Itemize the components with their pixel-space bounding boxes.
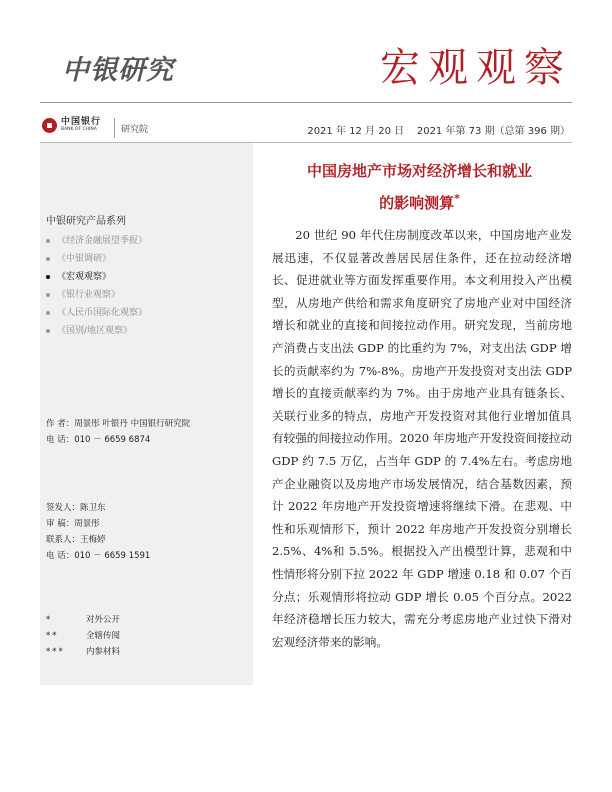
issue-date: 2021 年 12 月 20 日 <box>307 126 405 137</box>
series-item: 《人民币国际化观察》 <box>46 304 147 322</box>
masthead-title: 宏观观察 <box>380 45 572 91</box>
bank-name-en: BANK OF CHINA <box>61 127 97 133</box>
author-label: 作 者： <box>46 419 75 429</box>
bullet-icon <box>46 293 50 297</box>
contact-phone-value: 010 － 6659 1591 <box>74 551 151 561</box>
logo-separator <box>114 118 115 138</box>
reviewer-label: 审 稿： <box>46 519 75 529</box>
reviewer-value: 周景彤 <box>74 519 100 529</box>
bullet-icon <box>46 311 50 315</box>
author-phone-label: 电 话： <box>46 435 75 445</box>
series-item: 《国别/地区观察》 <box>46 322 147 340</box>
bullet-icon <box>46 275 50 279</box>
institute-name: 研究院 <box>121 125 149 135</box>
title-footnote-mark: * <box>454 192 460 205</box>
brand-logo-text: 中银研究 <box>62 55 174 86</box>
bullet-icon <box>46 257 50 261</box>
legend-label: 内参材料 <box>86 647 121 657</box>
signer-label: 签发人： <box>46 503 81 513</box>
legend-row <box>46 628 120 644</box>
issue-dateline <box>307 122 570 137</box>
author-value: 周景彤 叶银丹 中国银行研究院 <box>74 419 191 429</box>
header-divider <box>40 102 572 103</box>
contact-phone-label: 电 话： <box>46 551 75 561</box>
series-item: 《银行业观察》 <box>46 286 147 304</box>
legend-row <box>46 644 120 660</box>
bank-name-cn: 中国银行 <box>61 117 102 128</box>
legend-symbol: ** <box>46 631 59 641</box>
series-title: 中银研究产品系列 <box>46 216 126 227</box>
bank-of-china-icon <box>42 118 57 133</box>
distribution-legend <box>46 612 120 660</box>
series-list <box>46 232 147 340</box>
author-phone-value: 010 － 6659 6874 <box>74 435 151 445</box>
issue-number: 2021 年第 73 期（总第 396 期） <box>416 126 570 137</box>
signer-value: 陈卫东 <box>80 503 106 513</box>
series-item: 《经济金融展望季报》 <box>46 232 147 250</box>
series-item: 《中银调研》 <box>46 250 147 268</box>
abstract-paragraph: 20 世纪 90 年代住房制度改革以来，中国房地产业发展迅速，不仅显著改善居民居住条件，还在拉动经济增长、促进就业等方面发挥重要作用。本文利用投入产出模型，从房地产供给和需求角度研究了房地产业对中国经济增长和就业的直接和间接拉动作用。研究发现，当前房地产消费占支出法 GDP 的比重约为 7%，对支出法 GDP 增长的贡献率约为 7%-8%。房地产开发投资对支出法 GDP 增长的直接贡献率约为 7%。由于房地产业具有链条长、关联行业多的特点，房地产开发投资对其他行业增加值具有较强的间接拉动作用。2020 年房地产开发投资间接拉动 GDP 约 7.5 万亿，占当年 GDP 的 7.4%左右。考虑房地产企业融资以及房地产市场发展情况，结合基数因素，预计 2022 年房地产开发投资增速将继续下滑。在悲观、中性和乐观情形下，预计 2022 年房地产开发投资分别增长 2.5%、4%和 5.5%。根据投入产出模型计算，悲观和中性情形将分别下拉 2022 年 GDP 增速 0.18 和 0.07 个百分点；乐观情形将拉动 GDP 增长 0.05 个百分点。2022 年经济稳增长压力较大，需充分考虑房地产业过快下滑对宏观经济带来的影响。 <box>272 228 572 649</box>
legend-row <box>46 612 120 628</box>
contact-value: 王梅婷 <box>80 535 106 545</box>
legend-label: 全辖传阅 <box>86 631 121 641</box>
report-title-line1: 中国房地产市场对经济增长和就业 <box>306 162 532 180</box>
series-item-active: 《宏观观察》 <box>46 268 147 286</box>
bank-logo <box>42 118 101 133</box>
report-title-line2 <box>253 192 586 213</box>
report-title-line2-text: 的影响测算 <box>379 194 455 212</box>
bullet-icon <box>46 239 50 243</box>
legend-symbol: *** <box>46 647 65 657</box>
legend-symbol: * <box>46 615 53 625</box>
bullet-icon <box>46 329 50 333</box>
legend-label: 对外公开 <box>86 615 121 625</box>
signoff-block <box>46 500 150 564</box>
author-block <box>46 416 190 448</box>
contact-label: 联系人： <box>46 535 81 545</box>
